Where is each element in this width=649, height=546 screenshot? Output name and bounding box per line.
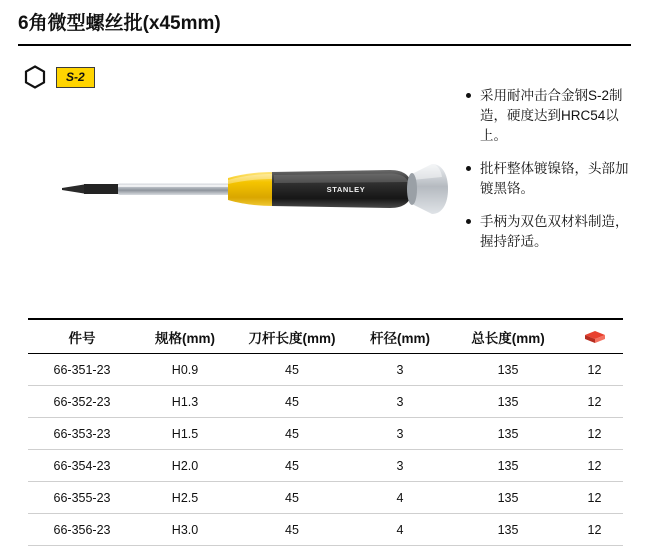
cell-part-no: 66-351-23 — [28, 354, 136, 386]
cell-blade-length: 45 — [234, 482, 350, 514]
cell-total-length: 135 — [450, 450, 566, 482]
cell-shaft-diameter: 3 — [350, 418, 450, 450]
cell-total-length: 135 — [450, 482, 566, 514]
cell-size: H0.9 — [136, 354, 234, 386]
cell-pack-qty: 12 — [566, 482, 623, 514]
cell-pack-qty: 12 — [566, 354, 623, 386]
cell-part-no: 66-352-23 — [28, 386, 136, 418]
cell-part-no: 66-356-23 — [28, 514, 136, 546]
cell-blade-length: 45 — [234, 386, 350, 418]
cell-total-length: 135 — [450, 514, 566, 546]
column-header-total-length: 总长度(mm) — [450, 319, 566, 354]
cell-shaft-diameter: 3 — [350, 354, 450, 386]
page-title — [18, 12, 631, 36]
cell-shaft-diameter: 3 — [350, 450, 450, 482]
cell-size: H2.5 — [136, 482, 234, 514]
list-item: 采用耐冲击合金钢S-2制造，硬度达到HRC54以上。 — [466, 86, 641, 146]
column-header-size: 规格(mm) — [136, 319, 234, 354]
handle-black-section — [272, 170, 412, 208]
table-row — [28, 418, 623, 450]
column-header-part-no: 件号 — [28, 319, 136, 354]
table-row — [28, 354, 623, 386]
cell-pack-qty: 12 — [566, 450, 623, 482]
column-header-shaft-diameter: 杆径(mm) — [350, 319, 450, 354]
cell-size: H2.0 — [136, 450, 234, 482]
cell-blade-length: 45 — [234, 354, 350, 386]
page-title-text: 6角微型螺丝批(x45mm) — [18, 13, 221, 34]
cell-blade-length: 45 — [234, 418, 350, 450]
cell-pack-qty: 12 — [566, 418, 623, 450]
package-box-icon — [583, 330, 607, 344]
screwdriver-shaft — [118, 183, 230, 195]
table-row — [28, 482, 623, 514]
cell-size: H3.0 — [136, 514, 234, 546]
cell-shaft-diameter: 4 — [350, 514, 450, 546]
spec-table-wrapper — [28, 318, 623, 546]
cell-total-length: 135 — [450, 418, 566, 450]
material-badge-row — [22, 64, 95, 90]
cell-pack-qty: 12 — [566, 514, 623, 546]
screwdriver-tip — [62, 184, 120, 194]
cell-pack-qty: 12 — [566, 386, 623, 418]
steel-grade-badge: S-2 — [56, 67, 95, 88]
table-row — [28, 450, 623, 482]
hex-socket-icon — [22, 64, 48, 90]
feature-list — [466, 86, 641, 265]
cell-part-no: 66-353-23 — [28, 418, 136, 450]
table-header-row — [28, 319, 623, 354]
table-row — [28, 386, 623, 418]
cell-total-length: 135 — [450, 386, 566, 418]
cell-blade-length: 45 — [234, 514, 350, 546]
cell-part-no: 66-354-23 — [28, 450, 136, 482]
product-image-screwdriver — [60, 130, 450, 250]
cell-part-no: 66-355-23 — [28, 482, 136, 514]
title-divider — [18, 44, 631, 46]
handle-yellow-section — [228, 172, 274, 206]
cell-shaft-diameter: 3 — [350, 386, 450, 418]
spec-table — [28, 318, 623, 546]
column-header-pack-qty — [566, 319, 623, 354]
cell-blade-length: 45 — [234, 450, 350, 482]
cell-size: H1.3 — [136, 386, 234, 418]
column-header-blade-length: 刀杆长度(mm) — [234, 319, 350, 354]
table-row — [28, 514, 623, 546]
list-item: 批杆整体镀镍铬，头部加镀黑铬。 — [466, 159, 641, 199]
handle-end-cap — [407, 164, 448, 214]
cell-total-length: 135 — [450, 354, 566, 386]
cell-size: H1.5 — [136, 418, 234, 450]
brand-label: STANLEY — [326, 185, 366, 194]
cell-shaft-diameter: 4 — [350, 482, 450, 514]
table-body — [28, 354, 623, 546]
list-item: 手柄为双色双材料制造，握持舒适。 — [466, 212, 641, 252]
